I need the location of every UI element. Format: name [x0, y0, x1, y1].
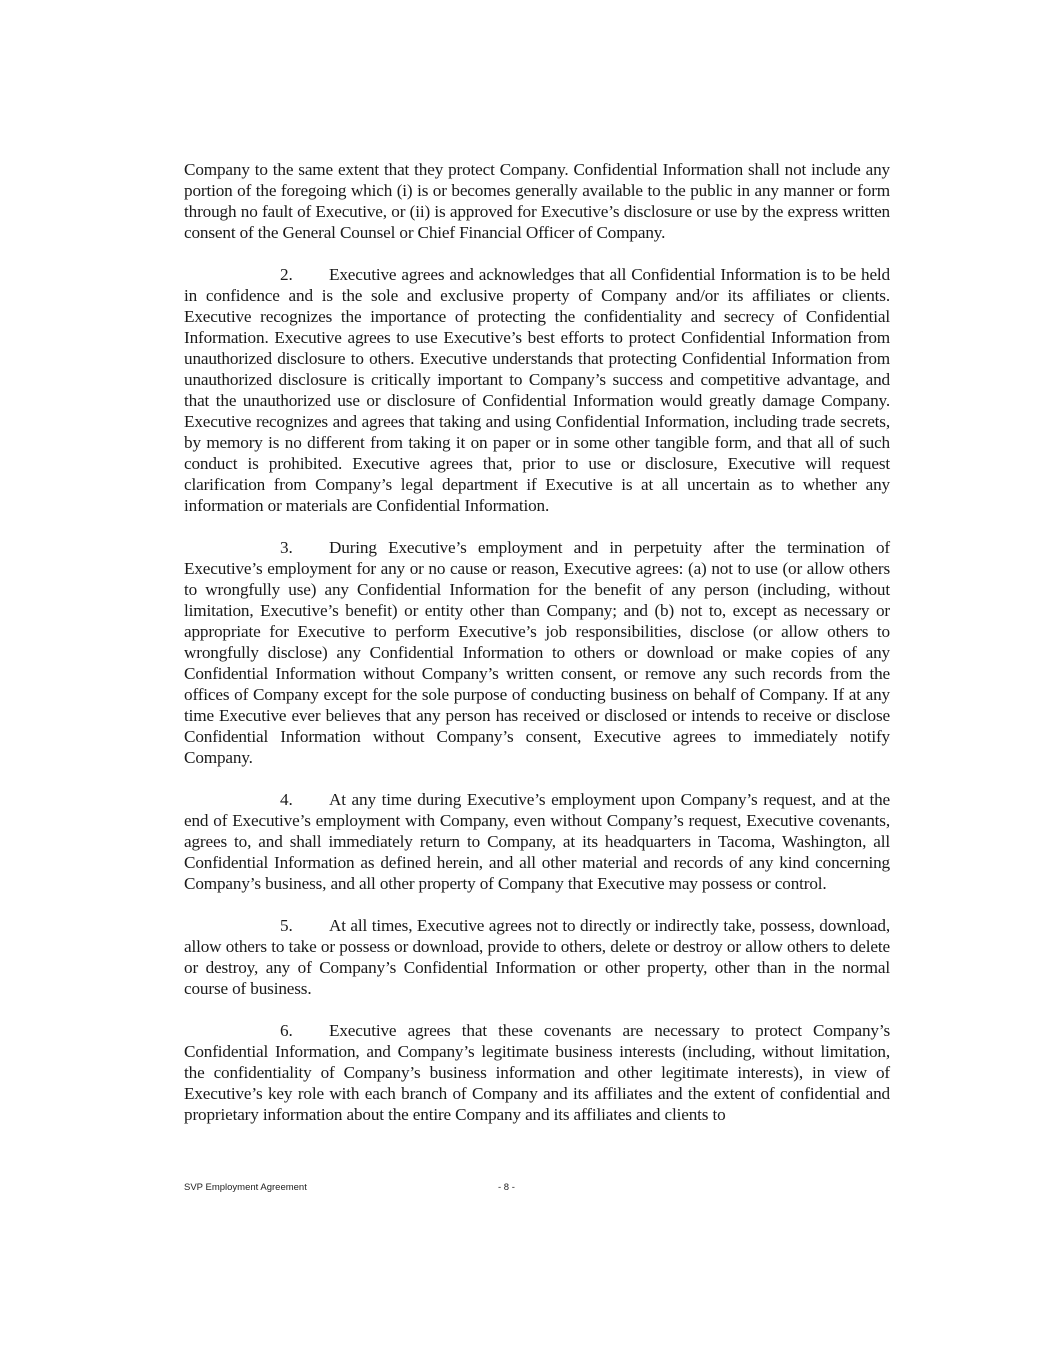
section-number: 4.: [280, 790, 293, 809]
intro-paragraph: Company to the same extent that they protect Company. Confidential Information shall not include any portion of the foregoing which (i) is or becomes generally available to the public in any manner or form through no fault of Executive, or (ii) is approved for Executive’s disclosure or use by the express written consent of the General Counsel or Chief Financial Officer of Company.: [184, 160, 890, 242]
document-body: [184, 159, 890, 1146]
section-6-paragraph: [184, 1020, 890, 1125]
section-text: At all times, Executive agrees not to directly or indirectly take, possess, download, allow others to take or possess or download, provide to others, delete or destroy or allow others to delete or destroy, any of Company’s Confidential Information or other property, other than in the normal course of business.: [184, 916, 890, 998]
section-number: 3.: [280, 538, 293, 557]
section-number: 2.: [280, 265, 293, 284]
section-text: Executive agrees that these covenants are necessary to protect Company’s Confidential Information, and Company’s legitimate business interests (including, without limitation, the confidentiality of Company’s business information and other legitimate interests), in view of Executive’s key role with each branch of Company and its affiliates and the extent of confidential and proprietary information about the entire Company and its affiliates and clients to: [184, 1021, 890, 1124]
section-text: At any time during Executive’s employment upon Company’s request, and at the end of Executive’s employment with Company, even without Company’s request, Executive covenants, agrees to, and shall immediately return to Company, at its headquarters in Tacoma, Washington, all Confidential Information as defined herein, and all other material and records of any kind concerning Company’s business, and all other property of Company that Executive may possess or control.: [184, 790, 890, 893]
section-2-paragraph: [184, 264, 890, 516]
section-text: During Executive’s employment and in perpetuity after the termination of Executive’s employment for any or no cause or reason, Executive agrees: (a) not to use (or allow others to wrongfully use) any Confidential Information for the benefit of any person (including, without limitation, Executive’s benefit) or entity other than Company; and (b) not to, except as necessary or appropriate for Executive to perform Executive’s job responsibilities, disclose (or allow others to wrongfully disclose) any Confidential Information to others or download or make copies of any Confidential Information without Company’s written consent, or remove any such records from the offices of Company except for the sole purpose of conducting business on behalf of Company. If at any time Executive ever believes that any person has received or disclosed or intends to receive or disclose Confidential Information without Company’s consent, Executive agrees to immediately notify Company.: [184, 538, 890, 767]
page-number: - 8 -: [498, 1182, 515, 1193]
section-4-paragraph: [184, 789, 890, 894]
section-number: 6.: [280, 1021, 293, 1040]
section-number: 5.: [280, 916, 293, 935]
section-3-paragraph: [184, 537, 890, 768]
section-text: Executive agrees and acknowledges that all Confidential Information is to be held in confidence and is the sole and exclusive property of Company and/or its affiliates or clients. Executive recognizes the importance of protecting the confidentiality and secrecy of Confidential Information. Executive agrees to use Executive’s best efforts to protect Confidential Information from unauthorized disclosure to others. Executive understands that protecting Confidential Information from unauthorized disclosure is critically important to Company’s success and competitive advantage, and that the unauthorized use or disclosure of Confidential Information would greatly damage Company. Executive recognizes and agrees that taking and using Confidential Information, including trade secrets, by memory is no different from taking it on paper or in some other tangible form, and that all of such conduct is prohibited. Executive agrees that, prior to use or disclosure, Executive will request clarification from Company’s legal department if Executive is at all uncertain as to whether any information or materials are Confidential Information.: [184, 265, 890, 515]
section-5-paragraph: [184, 915, 890, 999]
footer-document-title: SVP Employment Agreement: [184, 1182, 307, 1193]
